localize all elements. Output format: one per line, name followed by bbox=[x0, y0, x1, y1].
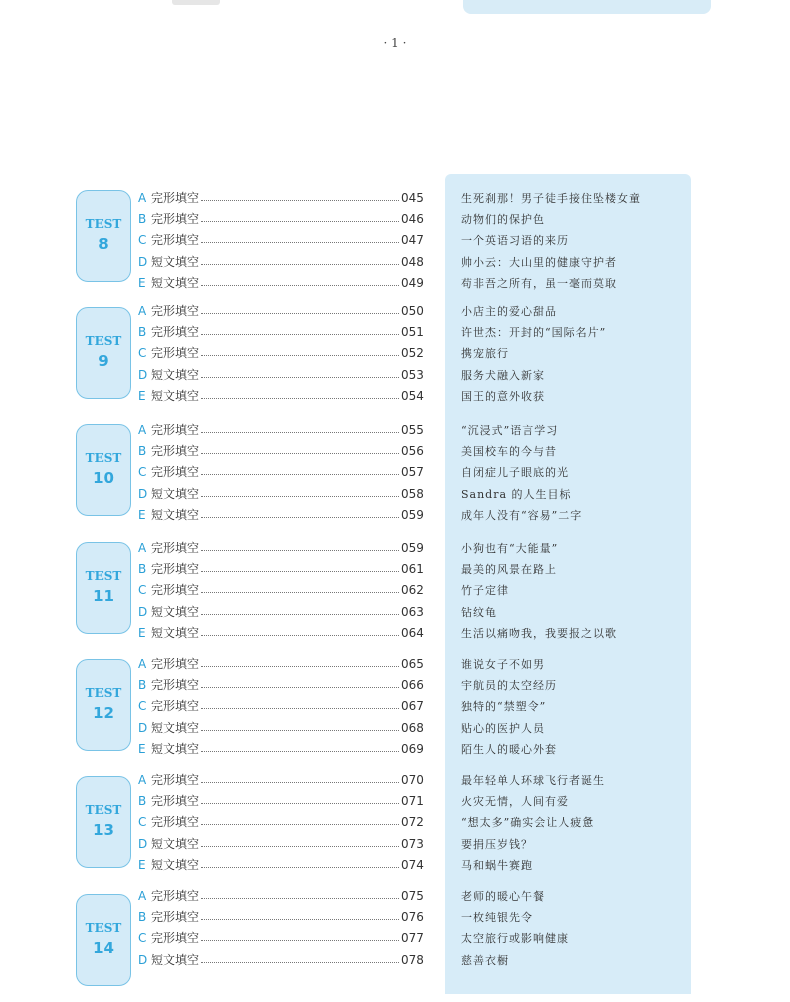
test-label: TEST bbox=[85, 217, 122, 231]
test-group bbox=[76, 773, 696, 884]
entry-letter: C bbox=[138, 931, 147, 946]
test-group bbox=[76, 889, 696, 1002]
test-group bbox=[76, 424, 696, 532]
entry-type: 短文填空 bbox=[151, 952, 200, 967]
entry-page-number: 056 bbox=[401, 444, 424, 459]
toc-entry[interactable] bbox=[138, 855, 698, 876]
test-badge bbox=[76, 307, 131, 399]
test-number: 11 bbox=[93, 587, 114, 605]
entry-letter: D bbox=[138, 604, 148, 619]
toc-entry[interactable] bbox=[138, 505, 698, 526]
test-badge bbox=[76, 659, 131, 751]
entry-title: 陌生人的暖心外套 bbox=[461, 742, 557, 756]
entry-title: “沉浸式”语言学习 bbox=[461, 424, 559, 437]
test-label: TEST bbox=[85, 803, 122, 817]
dot-leader bbox=[201, 496, 399, 497]
dot-leader bbox=[201, 264, 399, 265]
toc-entry[interactable] bbox=[138, 602, 698, 623]
toc-entry[interactable] bbox=[138, 770, 698, 791]
dot-leader bbox=[201, 377, 399, 378]
test-label: TEST bbox=[85, 686, 122, 700]
toc-entry[interactable] bbox=[138, 462, 698, 483]
entry-title: 成年人没有“容易”二字 bbox=[461, 508, 583, 522]
test-number: 9 bbox=[98, 352, 109, 370]
dot-leader bbox=[201, 751, 399, 752]
entry-title: 钻纹龟 bbox=[461, 605, 497, 619]
entry-letter: D bbox=[138, 952, 148, 967]
entry-letter: A bbox=[138, 889, 147, 903]
entry-page-number: 050 bbox=[401, 304, 424, 318]
entry-title: 许世杰：开封的“国际名片” bbox=[461, 326, 607, 340]
entry-letter: D bbox=[138, 254, 148, 269]
dot-leader bbox=[201, 635, 399, 636]
entry-type: 完形填空 bbox=[151, 889, 200, 903]
entry-title: Sandra 的人生目标 bbox=[461, 487, 572, 501]
entry-title: 动物们的保护色 bbox=[461, 213, 545, 227]
test-group bbox=[76, 304, 696, 415]
entry-title: 一个英语习语的来历 bbox=[461, 234, 569, 248]
dot-leader bbox=[201, 474, 399, 475]
test-number: 12 bbox=[93, 704, 114, 722]
entry-type: 完形填空 bbox=[151, 562, 200, 577]
entry-type: 完形填空 bbox=[151, 931, 200, 946]
entry-letter: D bbox=[138, 720, 148, 735]
entry-title: 美国校车的今与昔 bbox=[461, 445, 557, 459]
entry-type: 完形填空 bbox=[151, 678, 200, 693]
dot-leader bbox=[201, 962, 399, 963]
test-group bbox=[76, 659, 696, 767]
entry-page-number: 049 bbox=[401, 275, 424, 290]
dot-leader bbox=[201, 571, 399, 572]
entry-type: 完形填空 bbox=[151, 346, 200, 361]
dot-leader bbox=[201, 517, 399, 518]
entry-letter: E bbox=[138, 857, 146, 872]
toc-entry[interactable] bbox=[138, 812, 698, 833]
toc-entry[interactable] bbox=[138, 559, 698, 580]
entry-title: 谁说女子不如男 bbox=[461, 658, 545, 671]
dot-leader bbox=[201, 687, 399, 688]
entry-letter: A bbox=[138, 657, 147, 671]
entry-type: 短文填空 bbox=[151, 507, 200, 522]
entry-letter: B bbox=[138, 325, 147, 340]
entry-type: 短文填空 bbox=[151, 254, 200, 269]
entry-title: 苟非吾之所有，虽一毫而莫取 bbox=[461, 276, 617, 290]
entry-title: 马和蜗牛赛跑 bbox=[461, 858, 533, 872]
dot-leader bbox=[201, 285, 399, 286]
dot-leader bbox=[201, 398, 399, 399]
entry-title: 要捐压岁钱？ bbox=[461, 837, 533, 851]
toc-entry[interactable] bbox=[138, 928, 698, 949]
entry-title: 国王的意外收获 bbox=[461, 389, 545, 403]
entry-page-number: 071 bbox=[401, 794, 424, 809]
entry-letter: B bbox=[138, 444, 147, 459]
entry-title: 服务犬融入新家 bbox=[461, 368, 545, 382]
entry-type: 完形填空 bbox=[151, 815, 200, 830]
entry-type: 短文填空 bbox=[151, 857, 200, 872]
entry-page-number: 075 bbox=[401, 889, 424, 903]
dot-leader bbox=[201, 867, 399, 868]
entry-type: 短文填空 bbox=[151, 720, 200, 735]
entry-type: 完形填空 bbox=[151, 325, 200, 340]
toc-entry[interactable] bbox=[138, 907, 698, 928]
entry-page-number: 062 bbox=[401, 583, 424, 598]
entry-page-number: 059 bbox=[401, 507, 424, 522]
entry-title: 最年轻单人环球飞行者诞生 bbox=[461, 774, 605, 787]
entry-type: 完形填空 bbox=[151, 444, 200, 459]
entry-type: 完形填空 bbox=[151, 910, 200, 925]
entry-page-number: 069 bbox=[401, 741, 424, 756]
entry-title: 生死刹那！男子徒手接住坠楼女童 bbox=[461, 192, 641, 205]
entry-letter: E bbox=[138, 625, 146, 640]
entry-page-number: 065 bbox=[401, 657, 424, 671]
entry-page-number: 078 bbox=[401, 952, 424, 967]
entry-title: 携宠旅行 bbox=[461, 347, 509, 361]
dot-leader bbox=[201, 940, 399, 941]
entry-page-number: 061 bbox=[401, 562, 424, 577]
test-label: TEST bbox=[85, 921, 122, 935]
toc-entry[interactable] bbox=[138, 718, 698, 739]
entry-page-number: 055 bbox=[401, 423, 424, 437]
toc-entry[interactable] bbox=[138, 675, 698, 696]
entry-page-number: 047 bbox=[401, 233, 424, 248]
entry-letter: B bbox=[138, 678, 147, 693]
entry-letter: B bbox=[138, 562, 147, 577]
toc-entry[interactable] bbox=[138, 252, 698, 273]
entry-type: 短文填空 bbox=[151, 388, 200, 403]
entry-title: 独特的“禁塑令” bbox=[461, 700, 547, 714]
dot-leader bbox=[201, 200, 399, 201]
dot-leader bbox=[201, 708, 399, 709]
toc-entry[interactable] bbox=[138, 441, 698, 462]
entry-letter: A bbox=[138, 304, 147, 318]
toc-entry[interactable] bbox=[138, 623, 698, 644]
entry-letter: E bbox=[138, 275, 146, 290]
entry-type: 短文填空 bbox=[151, 367, 200, 382]
dot-leader bbox=[201, 453, 399, 454]
entry-page-number: 057 bbox=[401, 465, 424, 480]
entry-page-number: 052 bbox=[401, 346, 424, 361]
dot-leader bbox=[201, 432, 399, 433]
entry-type: 完形填空 bbox=[151, 657, 200, 671]
entry-page-number: 045 bbox=[401, 191, 424, 205]
test-label: TEST bbox=[85, 451, 122, 465]
test-badge bbox=[76, 542, 131, 634]
dot-leader bbox=[201, 313, 399, 314]
entry-letter: C bbox=[138, 465, 147, 480]
entry-page-number: 058 bbox=[401, 486, 424, 501]
entry-type: 短文填空 bbox=[151, 625, 200, 640]
entry-letter: B bbox=[138, 212, 147, 227]
dot-leader bbox=[201, 242, 399, 243]
test-group bbox=[76, 542, 696, 650]
test-badge bbox=[76, 190, 131, 282]
entry-page-number: 066 bbox=[401, 678, 424, 693]
toc-entry[interactable] bbox=[138, 654, 698, 675]
entry-title: 火灾无情，人间有爱 bbox=[461, 795, 569, 809]
entry-type: 完形填空 bbox=[151, 583, 200, 598]
test-number: 10 bbox=[93, 469, 114, 487]
toc-entry[interactable] bbox=[138, 886, 698, 907]
entry-title: 慈善衣橱 bbox=[461, 953, 509, 967]
entry-letter: E bbox=[138, 507, 146, 522]
entry-title: 一枚纯银先令 bbox=[461, 911, 533, 925]
entry-title: 帅小云：大山里的健康守护者 bbox=[461, 255, 617, 269]
dot-leader bbox=[201, 614, 399, 615]
entry-letter: C bbox=[138, 699, 147, 714]
toc-entry[interactable] bbox=[138, 950, 698, 971]
dot-leader bbox=[201, 846, 399, 847]
test-number: 14 bbox=[93, 939, 114, 957]
entry-letter: A bbox=[138, 191, 147, 205]
dot-leader bbox=[201, 803, 399, 804]
entry-page-number: 073 bbox=[401, 836, 424, 851]
toc-entry[interactable] bbox=[138, 230, 698, 251]
toc-entry[interactable] bbox=[138, 538, 698, 559]
entry-page-number: 067 bbox=[401, 699, 424, 714]
entry-type: 短文填空 bbox=[151, 486, 200, 501]
entry-title: 竹子定律 bbox=[461, 584, 509, 598]
toc-entry[interactable] bbox=[138, 580, 698, 601]
entry-page-number: 077 bbox=[401, 931, 424, 946]
dot-leader bbox=[201, 334, 399, 335]
toc-entry[interactable] bbox=[138, 696, 698, 717]
test-group bbox=[76, 190, 696, 298]
dot-leader bbox=[201, 919, 399, 920]
dot-leader bbox=[201, 221, 399, 222]
toc-entry[interactable] bbox=[138, 386, 698, 407]
entry-page-number: 051 bbox=[401, 325, 424, 340]
test-number: 13 bbox=[93, 821, 114, 839]
entry-type: 完形填空 bbox=[151, 773, 200, 787]
entry-title: 生活以痛吻我，我要报之以歌 bbox=[461, 626, 617, 640]
entry-letter: C bbox=[138, 583, 147, 598]
entry-letter: D bbox=[138, 836, 148, 851]
entry-type: 短文填空 bbox=[151, 836, 200, 851]
dot-leader bbox=[201, 666, 399, 667]
entry-title: 贴心的医护人员 bbox=[461, 721, 545, 735]
entry-page-number: 063 bbox=[401, 604, 424, 619]
toc-entry[interactable] bbox=[138, 343, 698, 364]
entry-type: 完形填空 bbox=[151, 794, 200, 809]
entry-letter: B bbox=[138, 794, 147, 809]
entry-type: 短文填空 bbox=[151, 741, 200, 756]
entry-type: 完形填空 bbox=[151, 304, 200, 318]
entry-type: 完形填空 bbox=[151, 212, 200, 227]
entry-letter: E bbox=[138, 741, 146, 756]
entry-letter: D bbox=[138, 367, 148, 382]
entry-title: “想太多”确实会让人疲惫 bbox=[461, 816, 595, 830]
entry-page-number: 064 bbox=[401, 625, 424, 640]
entry-letter: E bbox=[138, 388, 146, 403]
entry-letter: A bbox=[138, 423, 147, 437]
toc-entry[interactable] bbox=[138, 322, 698, 343]
entry-title: 最美的风景在路上 bbox=[461, 563, 557, 577]
dot-leader bbox=[201, 550, 399, 551]
entry-type: 短文填空 bbox=[151, 275, 200, 290]
entry-type: 完形填空 bbox=[151, 699, 200, 714]
toc-entry[interactable] bbox=[138, 365, 698, 386]
entry-type: 完形填空 bbox=[151, 465, 200, 480]
test-number: 8 bbox=[98, 235, 109, 253]
entry-type: 短文填空 bbox=[151, 604, 200, 619]
entry-title: 宇航员的太空经历 bbox=[461, 679, 557, 693]
entry-type: 完形填空 bbox=[151, 233, 200, 248]
entry-letter: A bbox=[138, 773, 147, 787]
entry-page-number: 068 bbox=[401, 720, 424, 735]
toc-entry[interactable] bbox=[138, 188, 698, 209]
entry-letter: D bbox=[138, 486, 148, 501]
entry-title: 小店主的爱心甜品 bbox=[461, 305, 557, 318]
entry-page-number: 048 bbox=[401, 254, 424, 269]
toc-entry[interactable] bbox=[138, 301, 698, 322]
entry-page-number: 076 bbox=[401, 910, 424, 925]
entry-title: 太空旅行或影响健康 bbox=[461, 932, 569, 946]
test-badge bbox=[76, 776, 131, 868]
test-label: TEST bbox=[85, 334, 122, 348]
entry-page-number: 053 bbox=[401, 367, 424, 382]
toc-entry[interactable] bbox=[138, 791, 698, 812]
top-decoration bbox=[172, 0, 220, 5]
entry-type: 完形填空 bbox=[151, 541, 200, 555]
entry-page-number: 046 bbox=[401, 212, 424, 227]
dot-leader bbox=[201, 592, 399, 593]
test-label: TEST bbox=[85, 569, 122, 583]
entry-page-number: 072 bbox=[401, 815, 424, 830]
toc-entry[interactable] bbox=[138, 834, 698, 855]
dot-leader bbox=[201, 898, 399, 899]
page-number: · 1 · bbox=[383, 36, 407, 50]
test-badge bbox=[76, 894, 131, 986]
test-badge bbox=[76, 424, 131, 516]
entry-letter: A bbox=[138, 541, 147, 555]
entry-page-number: 059 bbox=[401, 541, 424, 555]
entry-page-number: 054 bbox=[401, 388, 424, 403]
entry-letter: C bbox=[138, 346, 147, 361]
dot-leader bbox=[201, 730, 399, 731]
entry-type: 完形填空 bbox=[151, 191, 200, 205]
top-panel-strip bbox=[463, 0, 711, 14]
dot-leader bbox=[201, 355, 399, 356]
entry-title: 老师的暖心午餐 bbox=[461, 890, 545, 903]
toc-entry[interactable] bbox=[138, 209, 698, 230]
dot-leader bbox=[201, 824, 399, 825]
entry-page-number: 070 bbox=[401, 773, 424, 787]
entry-page-number: 074 bbox=[401, 857, 424, 872]
toc-entry[interactable] bbox=[138, 739, 698, 760]
entry-letter: C bbox=[138, 815, 147, 830]
entry-letter: B bbox=[138, 910, 147, 925]
entry-title: 自闭症儿子眼底的光 bbox=[461, 466, 569, 480]
toc-entry[interactable] bbox=[138, 420, 698, 441]
entry-title: 小狗也有“大能量” bbox=[461, 542, 559, 555]
toc-entry[interactable] bbox=[138, 273, 698, 294]
dot-leader bbox=[201, 782, 399, 783]
entry-letter: C bbox=[138, 233, 147, 248]
entry-type: 完形填空 bbox=[151, 423, 200, 437]
toc-entry[interactable] bbox=[138, 484, 698, 505]
